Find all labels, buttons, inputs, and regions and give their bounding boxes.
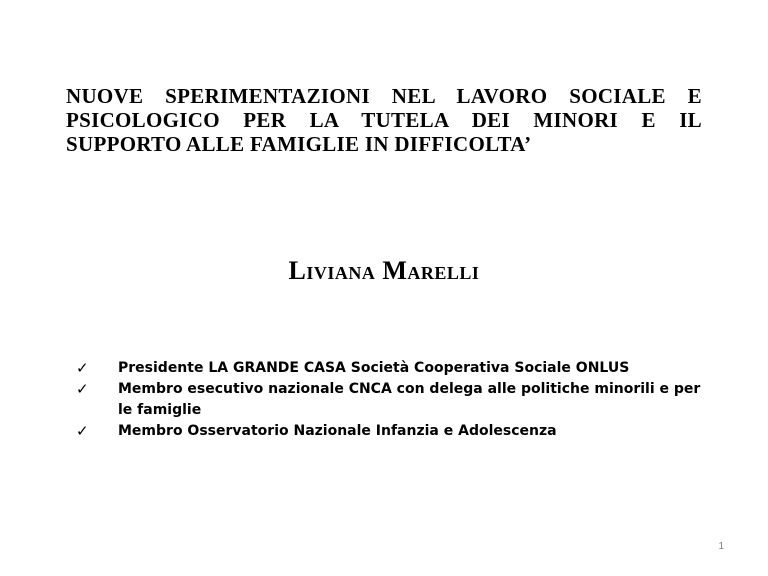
checkmark-icon: ✓ <box>76 359 89 377</box>
role-text: Membro esecutivo nazionale CNCA con delega alle politiche minorili e per le famiglie <box>118 381 701 418</box>
title-line: SUPPORTO ALLE FAMIGLIE IN DIFFICOLTA’ <box>66 132 532 156</box>
role-item <box>76 421 716 442</box>
roles-list <box>76 358 716 442</box>
role-text: Presidente LA GRANDE CASA Società Cooperativa Sociale ONLUS <box>118 360 630 376</box>
role-item <box>76 379 716 421</box>
role-text: Membro Osservatorio Nazionale Infanzia e Adolescenza <box>118 423 557 439</box>
checkmark-icon: ✓ <box>76 380 89 398</box>
title-line: NUOVE SPERIMENTAZIONI NEL LAVORO SOCIALE E <box>66 84 702 108</box>
role-item <box>76 358 716 379</box>
checkmark-icon: ✓ <box>76 422 89 440</box>
slide-title <box>66 84 702 156</box>
page-number: 1 <box>718 541 724 552</box>
title-line: PSICOLOGICO PER LA TUTELA DEI MINORI E IL <box>66 108 702 132</box>
author-name: Liviana Marelli <box>288 256 480 285</box>
